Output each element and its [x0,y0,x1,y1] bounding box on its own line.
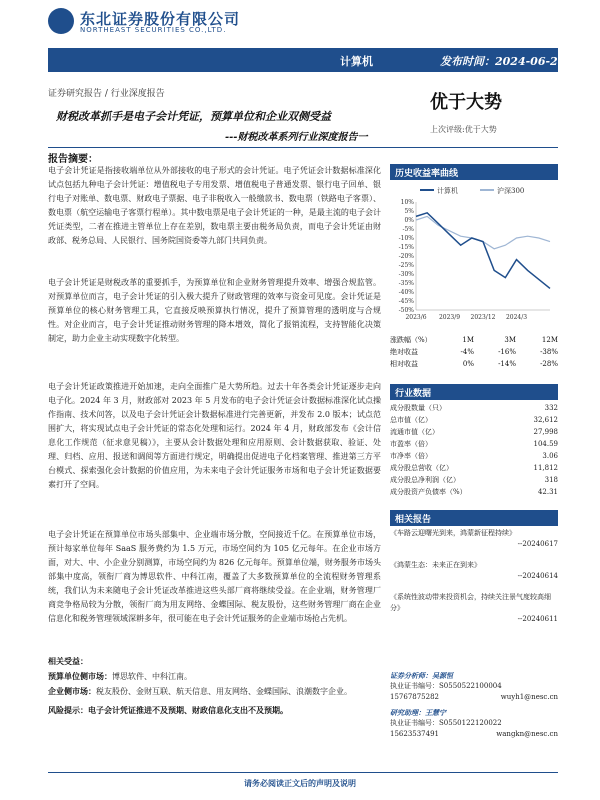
sector-label: 计算机 [340,55,373,68]
x-tick-label: 2023/12 [470,314,496,321]
industry-label: 市盈率（倍） [390,440,432,448]
performance-row [390,346,558,358]
industry-panel-title: 行业数据 [390,384,558,400]
industry-value: 11,812 [533,464,558,472]
performance-header-cell: 3M [504,336,516,344]
performance-header-cell: 1M [462,336,474,344]
y-tick-label: 5% [404,208,414,215]
rating: 优于大势 [430,92,502,113]
analyst-cert: 执业证书编号：S0550122120022 [390,719,502,727]
industry-row [390,450,558,462]
analyst-name: 研究助理：王慧宁 [390,708,446,717]
industry-value: 332 [544,404,558,412]
performance-table [390,334,558,370]
x-tick-label: 2023/9 [438,314,461,321]
chart-panel-title: 历史收益率曲线 [390,164,558,180]
performance-header-cell: 涨跌幅（%） [390,336,432,344]
performance-cell: 0% [462,360,474,368]
analyst-phone: 15767875282 [390,693,439,701]
industry-row [390,462,558,474]
y-tick-label: -45% [398,298,414,305]
summary-paragraph-1: 电子会计凭证是指接收端单位从外部接收的电子形式的会计凭证。电子凭证会计数据标准深化试点包括九种电子会计凭证：增值税电子专用发票、增值税电子普通发票、银行电子回单、银行电子对账单、数电票、财政电子票据、电子非税收入一般缴款书、数电票（铁路电子客票）、数电票（航空运输电子客票行程单）。其中数电票是电子会计凭证的一种，是最主流的电子会计凭证类型，二者在推进主管单位上存在差别，数电票主要由税务局负责，而电子会计凭证由财政部、税务总局、人民银行、国务院国资委等九部门共同负责。 [48,166,381,245]
analyst-block [390,670,558,740]
footer-divider [48,772,558,773]
beneficiaries-label: 相关受益： [48,656,88,666]
x-tick-label: 2023/6 [405,314,427,321]
y-tick-label: -10% [398,235,414,242]
industry-value: 104.59 [533,440,558,448]
company-name-cn: 东北证券股份有限公司 [80,10,241,28]
analyst-phone: 15623537491 [390,730,439,738]
related-report-title[interactable]: 《车路云迎曙光到来，鸿蒙新征程持续》 [390,529,516,537]
y-tick-label: -20% [398,253,414,260]
enterprise-market-companies: 税友股份、金财互联、航天信息、用友网络、金蝶国际、浪潮数字企业。 [96,687,352,696]
previous-rating: 上次评级:优于大势 [430,125,497,134]
legend-label: 计算机 [437,187,458,195]
company-logo-icon [48,8,74,34]
industry-label: 市净率（倍） [390,452,432,460]
y-tick-label: -15% [398,244,414,251]
enterprise-market-label: 企业侧市场： [48,686,96,696]
summary-heading: 报告摘要： [48,154,98,165]
risk-label: 风险提示： [48,705,88,715]
analyst-email[interactable]: wangkn@nesc.cn [496,730,558,738]
industry-label: 成分股资产负债率（%） [390,488,467,496]
performance-cell: -14% [498,360,516,368]
industry-value: 32,612 [533,416,558,424]
performance-header-row [390,334,558,346]
summary-paragraph-2: 电子会计凭证是财税改革的重要抓手，为预算单位和企业财务管理提升效率、增强合规监管。对预算单位而言，电子会计凭证的引入极大提升了财政管理的效率与资金可见度。会计凭证是预算单位的核心财务管理工具，它直接反映预算执行情况，提升了预算管理的透明度与合规性。对企业而言，电子会计凭证推动财务管理的降本增效，简化了报销流程，支持智能化决策制定，助力企业主动实现数字化转型。 [48,278,381,343]
related-report-date: --20240611 [517,615,558,623]
related-report-date: --20240617 [517,540,558,548]
performance-cell: -38% [540,348,558,356]
y-tick-label: -40% [398,289,414,296]
performance-cell: -4% [460,348,474,356]
industry-row [390,402,558,414]
industry-value: 42.31 [537,488,558,496]
breadcrumb: 证券研究报告 / 行业深度报告 [48,89,165,99]
analyst-cert: 执业证书编号：S0550522100004 [390,682,502,690]
industry-label: 成分股总净利润（亿） [390,476,460,484]
industry-label: 成分股数量（只） [390,404,446,412]
related-panel-title: 相关报告 [390,510,558,526]
industry-row [390,486,558,498]
y-tick-label: 0% [404,217,414,224]
industry-label: 总市值（亿） [390,416,432,424]
summary-paragraph-4: 电子会计凭证在预算单位市场头部集中、企业端市场分散，空间接近千亿。在预算单位市场，预计每家单位每年 SaaS 服务费约为 1.5 万元，市场空间约为 105 亿元每年。在企业市场方面，对大、中、小企业分别测算，市场空间约为 826 亿元每年。预算单位端，财务服务市场头部集中度高，领衔厂商为博思软件、中科江南，覆盖了大多数预算单位的全流程财务管理系统，我们认为未来随电子会计凭证改革推进这些头部厂商将继续受益。在企业端，财务管理厂商竞争格局较为分散，领衔厂商为用友网络、金蝶国际、税友股份，这些财务管理厂商在企业信息化和税务管理领域深耕多年，很可能在电子会计凭证服务的企业端市场抢占先机。 [48,530,381,623]
industry-label: 成分股总营收（亿） [390,464,453,472]
publish-date: 发布时间：2024-06-20 [440,55,566,68]
legend-label: 沪深300 [497,187,525,195]
performance-cell: 绝对收益 [390,348,418,356]
industry-row [390,414,558,426]
industry-value: 3.06 [542,452,558,460]
y-tick-label: -25% [398,262,414,269]
budget-market-companies: 博思软件、中科江南。 [112,672,192,681]
industry-value: 318 [544,476,558,484]
related-report-title[interactable]: 《鸿蒙生态：未来正在到来》 [390,561,481,569]
performance-cell: 相对收益 [390,360,418,368]
summary-paragraph-3: 电子会计凭证政策推进开始加速，走向全面推广是大势所趋。过去十年各类会计凭证逐步走向电子化。2024 年 3 月，财政部对 2023 年 5 月发布的电子会计凭证会计数据标准深化试点操作指南、技术问答，以及电子会计凭证会计数据标准进行完善更新，并发布 2.0 版本；试点范围扩大，将实现试点电子会计凭证的常态化处理和运行。2024 年 4 月，财政部发布《会计信息化工作规范（征求意见稿）》，主要从会计数据处理和应用原则、会计数据获取、验证、处理、归档、应用、报送和调阅等方面进行规定，明确提出促进电子化档案管理、推进第三方平台模式、探索强化会计数据的价值应用，为未来电子会计凭证服务市场和电子会计凭证数据要素打开了空间。 [48,382,381,489]
budget-market-label: 预算单位侧市场： [48,671,112,681]
risk-text: 电子会计凭证推进不及预期、财政信息化支出不及预期。 [88,705,288,715]
divider [48,147,558,148]
related-report-title[interactable]: 《系统性波动带来投资机会，持续关注景气度较高细分》 [390,593,551,612]
company-name-en: NORTHEAST SECURITIES CO.,LTD. [80,26,227,34]
y-tick-label: -30% [398,271,414,278]
performance-cell: -28% [540,360,558,368]
y-tick-label: -5% [402,226,414,233]
industry-table [390,402,558,498]
industry-row [390,438,558,450]
performance-header-cell: 12M [541,336,558,344]
industry-value: 27,998 [533,428,558,436]
beneficiaries-block [48,654,381,718]
analyst-name: 证券分析师：吴源恒 [390,671,453,680]
related-reports [390,528,558,625]
footer-disclaimer: 请务必阅读正文后的声明及说明 [244,778,356,788]
report-subtitle: ---财税改革系列行业深度报告一 [225,132,368,143]
y-tick-label: -50% [398,307,414,314]
industry-row [390,474,558,486]
industry-row [390,426,558,438]
report-title: 财税改革抓手是电子会计凭证，预算单位和企业双侧受益 [56,110,331,123]
performance-cell: -16% [498,348,516,356]
industry-label: 流通市值（亿） [390,428,439,436]
y-tick-label: -35% [398,280,414,287]
x-tick-label: 2024/3 [505,314,528,321]
performance-row [390,358,558,370]
return-chart [390,182,558,330]
related-report-date: --20240614 [517,572,558,580]
analyst-email[interactable]: wuyh1@nesc.cn [500,693,558,701]
y-tick-label: 10% [400,199,414,206]
